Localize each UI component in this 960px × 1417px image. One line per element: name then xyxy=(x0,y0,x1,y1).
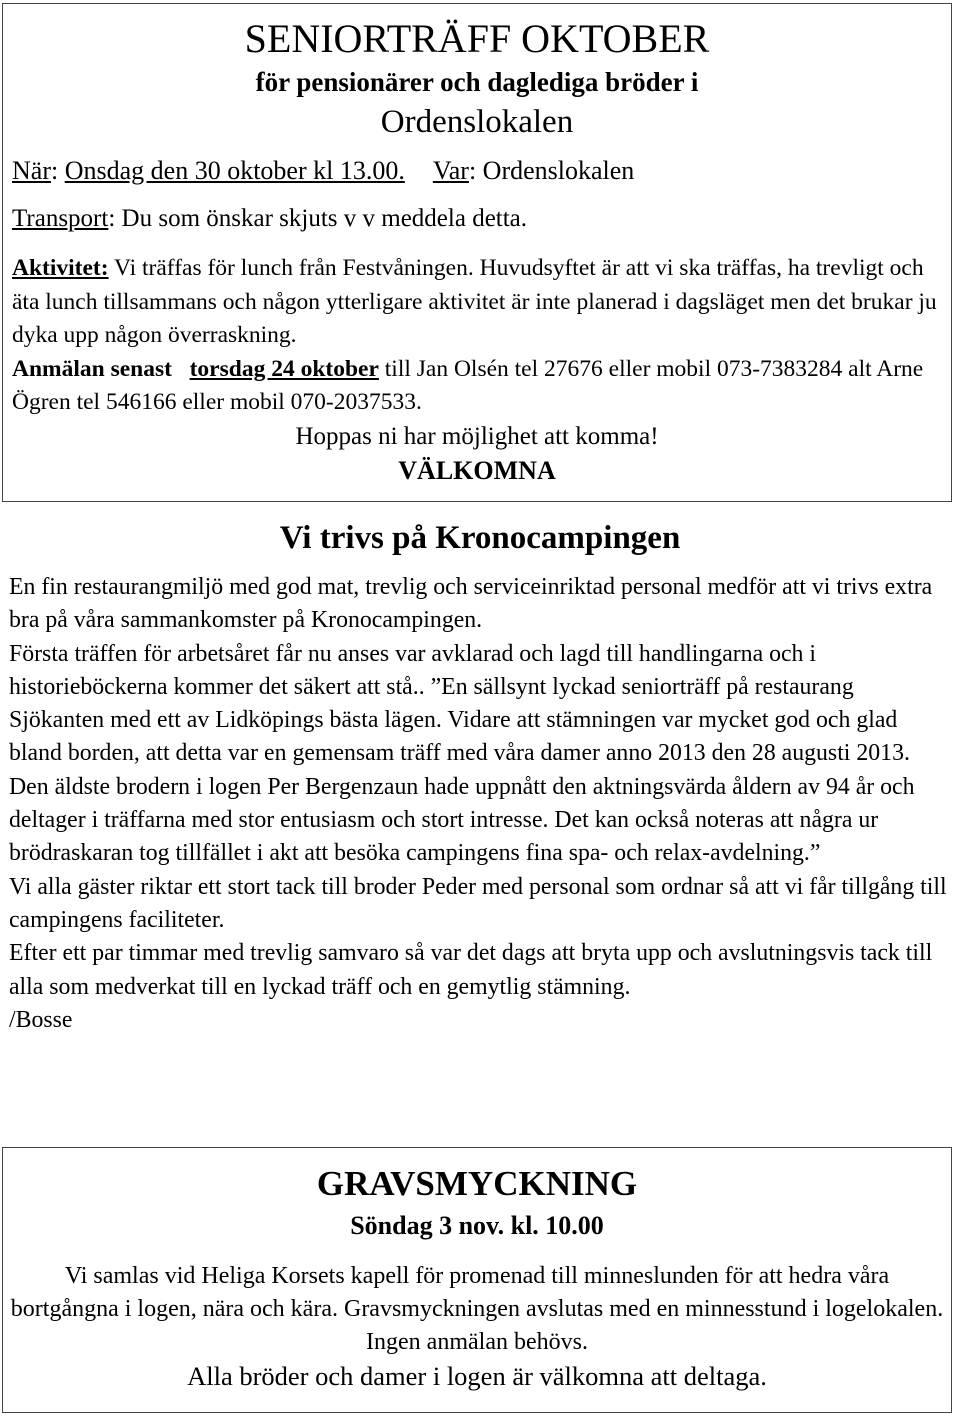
signup-text: till Jan Olsén tel 27676 eller mobil 073-7383284 alt Arne Ögren tel 546166 eller mobil 070-2037533. xyxy=(12,355,924,415)
gravsmyckning-closing: Alla bröder och damer i logen är välkomna att deltaga. xyxy=(187,1361,767,1391)
when-label: När xyxy=(12,156,51,185)
where-value: Ordenslokalen xyxy=(482,156,635,185)
gravsmyckning-date: Söndag 3 nov. kl. 10.00 xyxy=(350,1211,604,1240)
seniortraff-title: SENIORTRÄFF OKTOBER xyxy=(244,16,710,61)
welcome-text: VÄLKOMNA xyxy=(398,456,556,485)
activity-label: Aktivitet: xyxy=(12,255,109,281)
gravsmyckning-title: GRAVSMYCKNING xyxy=(316,1164,638,1203)
signup-label: Anmälan senast xyxy=(12,355,172,382)
transport-label: Transport xyxy=(12,205,109,232)
activity-text: Vi träffas för lunch från Festvåningen. Huvudsyftet är att vi ska träffas, ha trevligt och äta lunch tillsammans och någon ytterligare aktivitet är inte planerad i dagsläget men det brukar ju dyka upp någon överraskning. xyxy=(12,255,937,348)
hope-text: Hoppas ni har möjlighet att komma! xyxy=(295,423,659,450)
signup-date: torsdag 24 oktober xyxy=(189,355,379,382)
when-value: Onsdag den 30 oktober kl 13.00. xyxy=(64,156,405,185)
article-paragraph: En fin restaurangmiljö med god mat, trevlig och serviceinriktad personal medför att vi trivs extra bra på våra sammankomster på Kronocampingen. xyxy=(9,574,933,634)
kronocampingen-article xyxy=(9,571,949,1037)
activity-paragraph xyxy=(12,252,942,420)
article-paragraph: Efter ett par timmar med trevlig samvaro så var det dags att bryta upp och avslutningsvis tack till alla som medverkat till en lyckad träff och en gemytlig stämning. xyxy=(9,940,933,1000)
where-label: Var xyxy=(432,156,469,185)
transport-row: Transport: Du som önskar skjuts v v meddela detta. xyxy=(12,205,528,232)
when-where-row: När: Onsdag den 30 oktober kl 13.00. Var: Ordenslokalen xyxy=(12,156,635,185)
gravsmyckning-box xyxy=(2,1147,952,1413)
article-paragraph: Första träffen för arbetsåret får nu anses var avklarad och lagd till handlingarna och i historieböckerna kommer det säkert att stå.. ”En sällsynt lyckad seniorträff på restaurang Sjökanten med ett av Lidköpings bästa lägen. Vidare att stämningen var mycket god och glad bland borden, att detta var en gemensam träff med våra damer anno 2013 den 28 augusti 2013. Den äldste brodern i logen Per Bergenzaun hade uppnått den aktningsvärda åldern av 94 år och deltager i träffarna med stor entusiasm och stort intresse. Det kan också noteras att några ur brödraskaran tog tillfället i akt att besöka campingens fina spa- och relax-avdelning.” xyxy=(9,640,915,867)
seniortraff-subtitle: för pensionärer och daglediga bröder i xyxy=(255,67,699,97)
article-paragraph: Vi alla gäster riktar ett stort tack till broder Peder med personal som ordnar så att vi får tillgång till campingens faciliteter. xyxy=(9,873,947,933)
kronocampingen-title: Vi trivs på Kronocampingen xyxy=(279,520,681,556)
transport-value: Du som önskar skjuts v v meddela detta. xyxy=(121,205,528,232)
gravsmyckning-body: Vi samlas vid Heliga Korsets kapell för promenad till minneslunden för att hedra våra bortgångna i logen, nära och kära. Gravsmyckningen avslutas med en minnesstund i logelokalen. Ingen anmälan behövs. xyxy=(10,1263,944,1355)
seniortraff-box xyxy=(2,3,952,502)
seniortraff-location-title: Ordenslokalen xyxy=(380,104,574,140)
article-signature: /Bosse xyxy=(9,1006,73,1033)
